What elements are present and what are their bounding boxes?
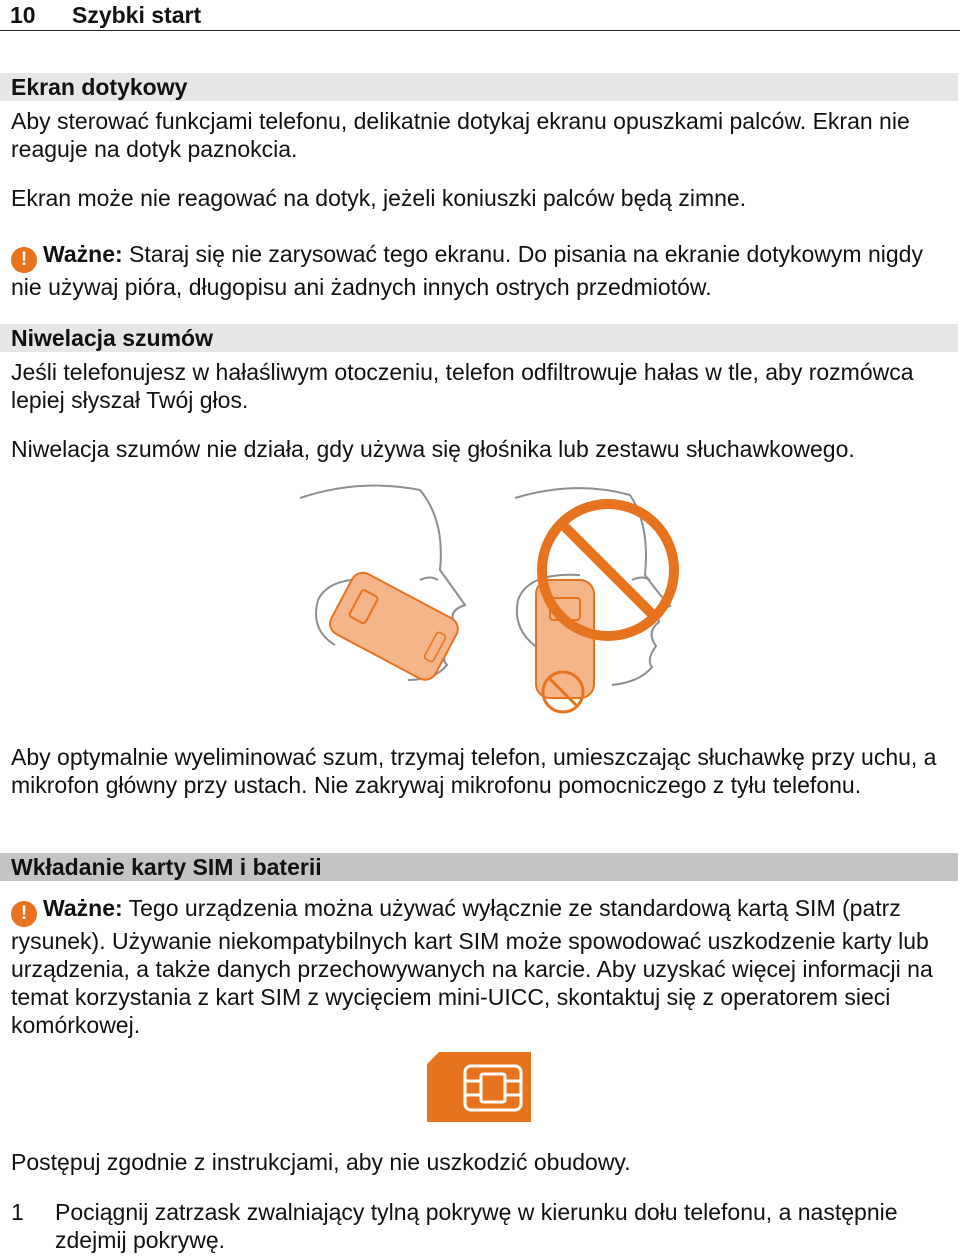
sim-paragraph-1: Postępuj zgodnie z instrukcjami, aby nie uszkodzić obudowy. xyxy=(11,1149,631,1175)
section-heading-touchscreen: Ekran dotykowy xyxy=(0,73,958,101)
important-label: Ważne: xyxy=(43,895,123,921)
warning-icon: ! xyxy=(11,247,37,273)
section-heading-sim: Wkładanie karty SIM i baterii xyxy=(0,853,958,881)
page-header xyxy=(0,0,960,31)
touch-paragraph-1: Aby sterować funkcjami telefonu, delikatnie dotykaj ekranu opuszkami palców. Ekran nie reaguje na dotyk paznokcia. xyxy=(11,108,910,162)
warning-icon: ! xyxy=(11,901,37,927)
step-text: Pociągnij zatrzask zwalniający tylną pokrywę w kierunku dołu telefonu, a następnie zdejmij pokrywę. xyxy=(55,1199,898,1253)
chapter-title: Szybki start xyxy=(72,2,202,28)
noise-paragraph-2: Niwelacja szumów nie działa, gdy używa się głośnika lub zestawu słuchawkowego. xyxy=(11,436,855,462)
important-label: Ważne: xyxy=(43,241,123,267)
sim-important-note xyxy=(11,894,951,1039)
touch-paragraph-2: Ekran może nie reagować na dotyk, jeżeli koniuszki palców będą zimne. xyxy=(11,185,747,211)
important-text: Staraj się nie zarysować tego ekranu. Do pisania na ekranie dotykowym nigdy nie używaj pióra, długopisu ani żadnych innych ostrych przedmiotów. xyxy=(11,241,923,300)
prohibited-icon xyxy=(542,504,674,636)
noise-paragraph-3: Aby optymalnie wyeliminować szum, trzymaj telefon, umieszczając słuchawkę przy uchu, a mikrofon główny przy ustach. Nie zakrywaj mikrofonu pomocniczego z tyłu telefonu. xyxy=(11,744,937,798)
step-number: 1 xyxy=(11,1199,24,1225)
touch-important-note xyxy=(11,240,951,301)
noise-paragraph-1: Jeśli telefonujesz w hałaśliwym otoczeniu, telefon odfiltrowuje hałas w tle, aby rozmówca lepiej słyszał Twój głos. xyxy=(11,359,914,413)
section-heading-noise: Niwelacja szumów xyxy=(0,324,958,352)
phone-correct xyxy=(326,569,462,684)
page-number: 10 xyxy=(10,2,36,28)
important-text: Tego urządzenia można używać wyłącznie ze standardową kartą SIM (patrz rysunek). Używanie niekompatybilnych kart SIM może spowodować uszkodzenie karty lub urządzenia, a także danych przechowywanych na karcie. Aby uzyskać więcej informacji na temat korzystania z kart SIM z wycięciem mini-UICC, skontaktuj się z operatorem sieci komórkowej. xyxy=(11,895,933,1038)
phone-holding-illustration xyxy=(290,480,690,720)
sim-card-illustration xyxy=(425,1052,535,1124)
